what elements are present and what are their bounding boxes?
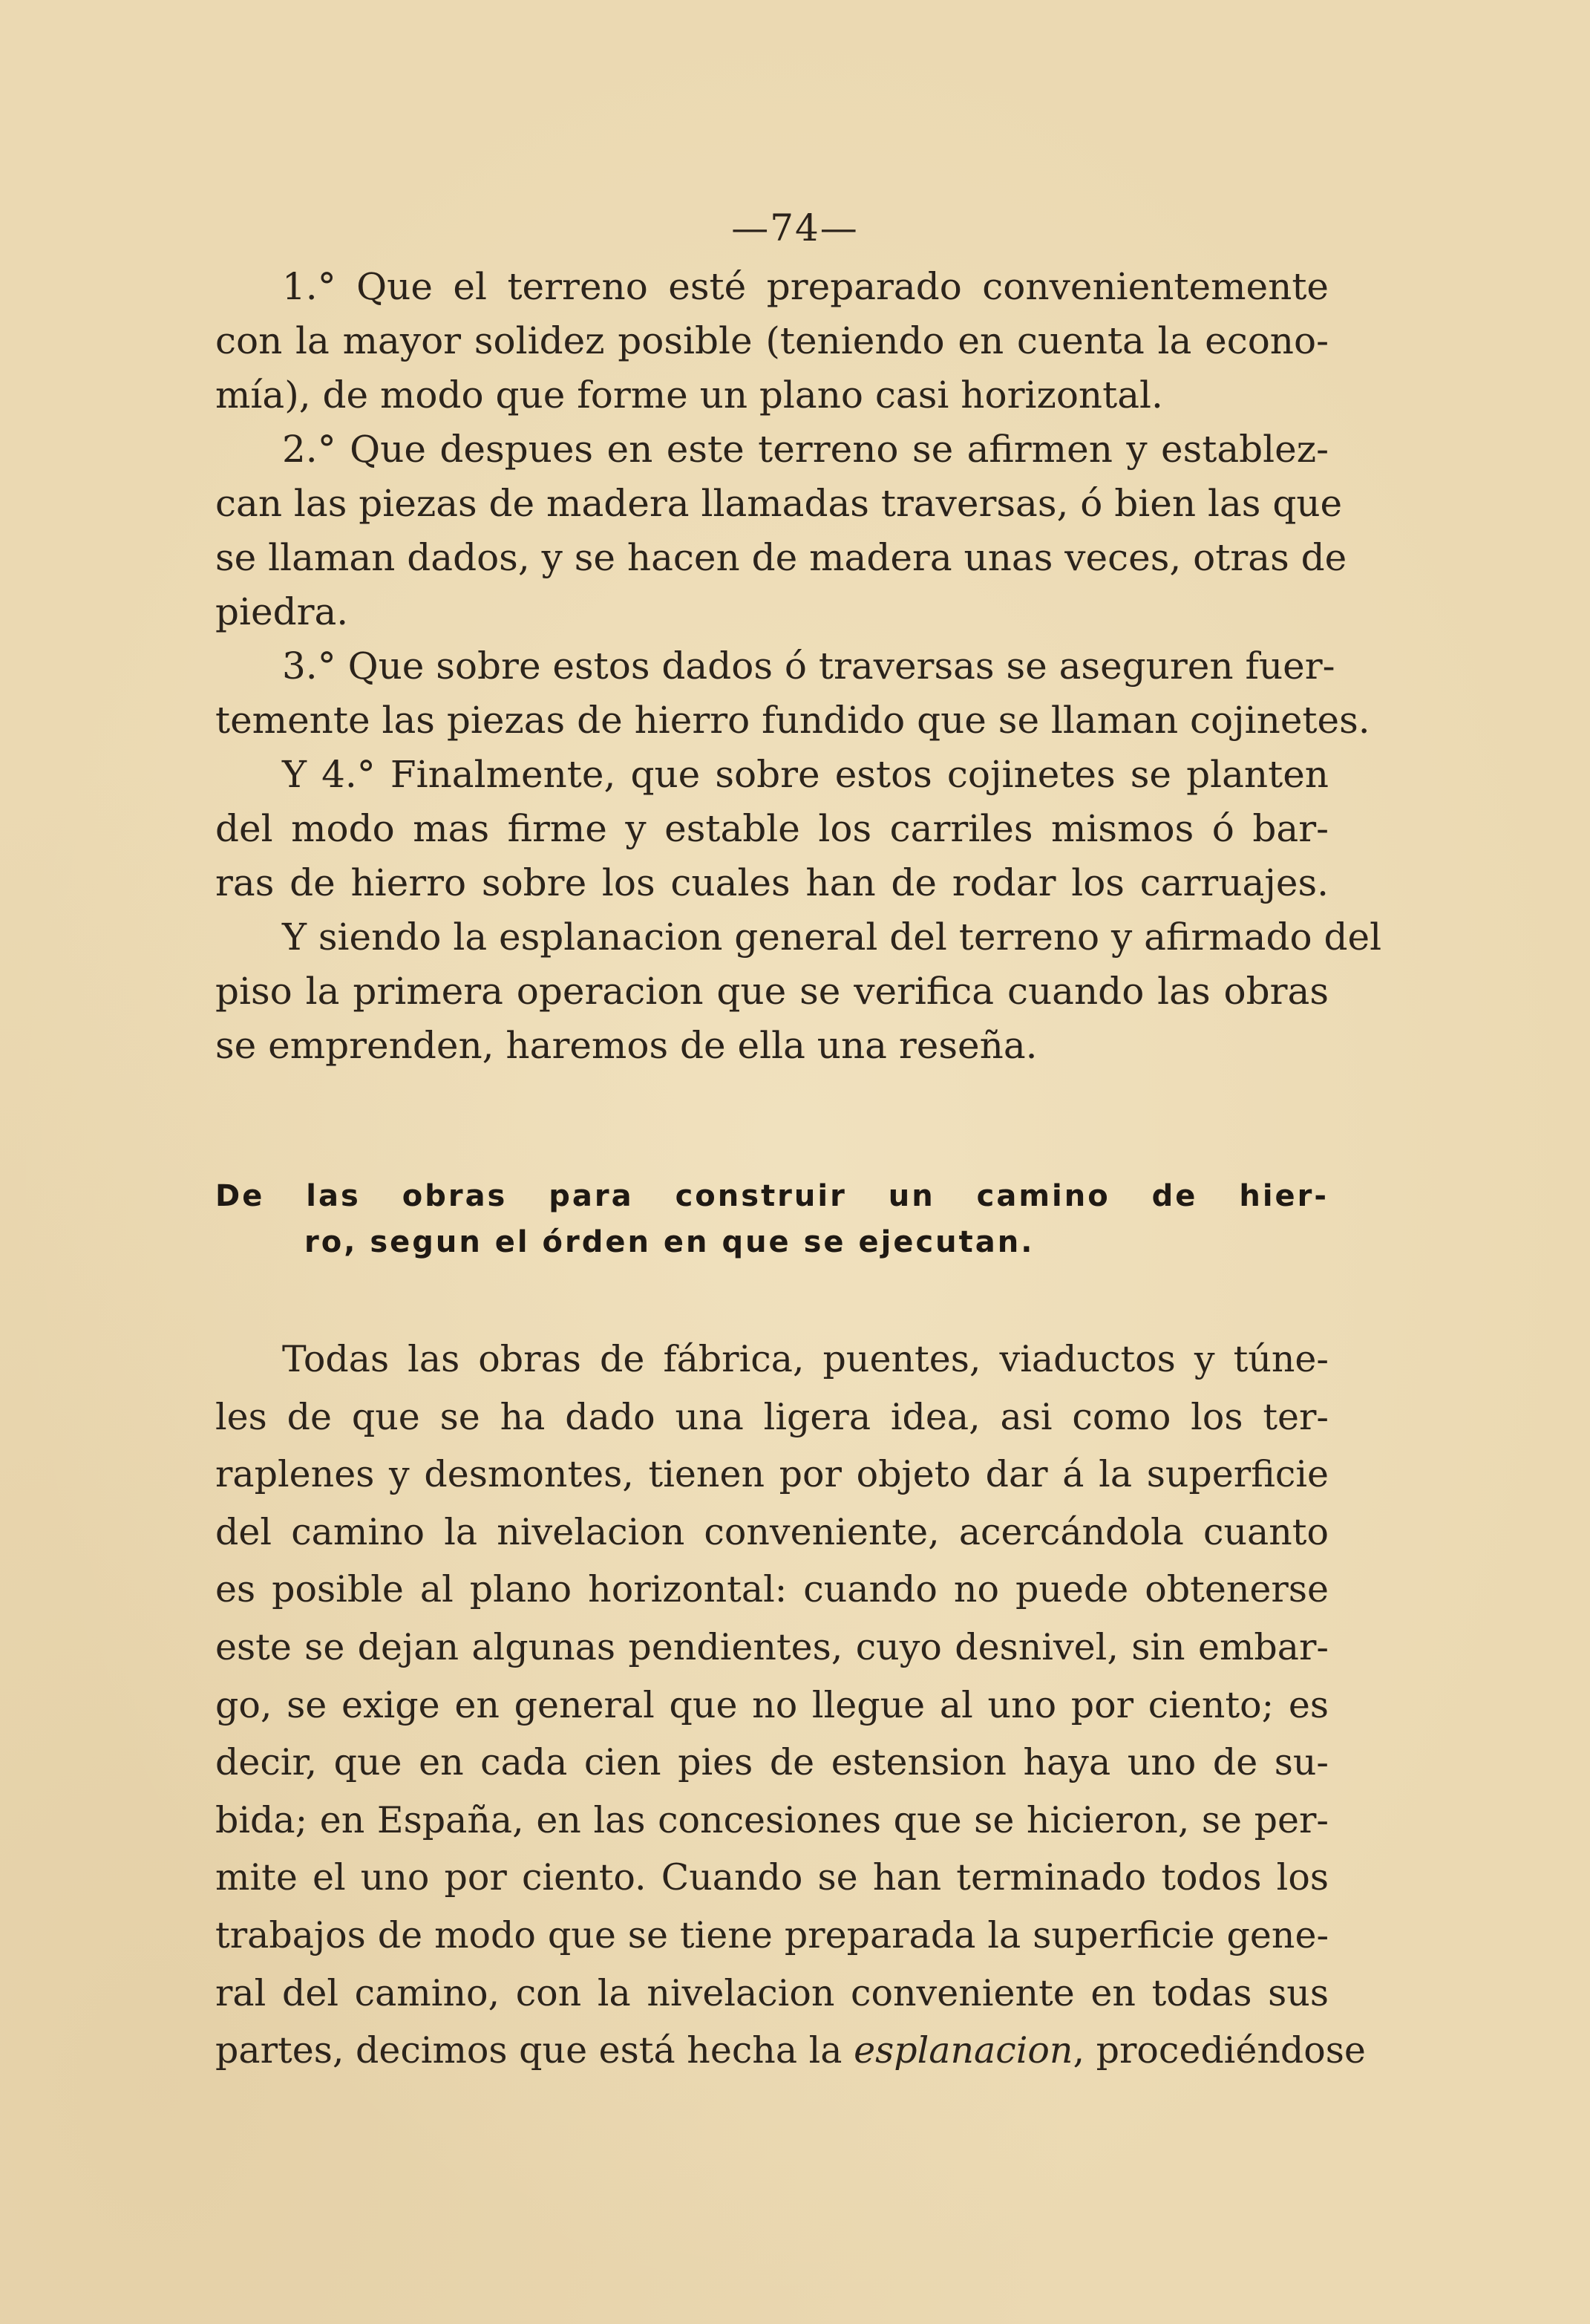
page-number: —74— bbox=[731, 206, 859, 249]
text-line-final bbox=[215, 2022, 1366, 2080]
text-line: can las piezas de madera llamadas traversas, ó bien las que bbox=[215, 482, 1343, 525]
numbered-list-section bbox=[215, 260, 1382, 1073]
text-line: se emprenden, haremos de ella una reseña. bbox=[215, 1024, 1038, 1067]
text-line: Y 4.° Finalmente, que sobre estos cojinetes se planten bbox=[282, 753, 1329, 796]
text-line: 1.° Que el terreno esté preparado convenientemente bbox=[282, 265, 1329, 308]
text-line: del camino la nivelacion conveniente, acercándola cuanto bbox=[215, 1510, 1329, 1553]
text-line: del modo mas firme y estable los carriles mismos ó bar- bbox=[215, 807, 1329, 850]
text-line: se llaman dados, y se hacen de madera unas veces, otras de bbox=[215, 536, 1347, 579]
text-line: piso la primera operacion que se verifica cuando las obras bbox=[215, 970, 1329, 1013]
text-line: go, se exige en general que no llegue al uno por ciento; es bbox=[215, 1683, 1329, 1726]
text-line: 2.° Que despues en este terreno se afirmen y establez- bbox=[282, 428, 1329, 471]
text-segment: partes, decimos que está hecha la bbox=[215, 2029, 854, 2072]
text-line: Y siendo la esplanacion general del terreno y afirmado del bbox=[282, 915, 1382, 959]
text-line: 3.° Que sobre estos dados ó traversas se aseguren fuer- bbox=[282, 644, 1335, 688]
text-line: mite el uno por ciento. Cuando se han terminado todos los bbox=[215, 1856, 1329, 1899]
text-line: ras de hierro sobre los cuales han de rodar los carruajes. bbox=[215, 861, 1329, 904]
text-line: decir, que en cada cien pies de estension haya uno de su- bbox=[215, 1741, 1329, 1784]
text-line: temente las piezas de hierro fundido que se llaman cojinetes. bbox=[215, 699, 1370, 742]
section-heading bbox=[215, 1173, 1329, 1265]
text-line: les de que se ha dado una ligera idea, asi como los ter- bbox=[215, 1395, 1329, 1438]
text-line: ral del camino, con la nivelacion conveniente en todas sus bbox=[215, 1971, 1329, 2014]
heading-line: De las obras para construir un camino de hier- bbox=[215, 1179, 1329, 1213]
text-line: este se dejan algunas pendientes, cuyo desnivel, sin embar- bbox=[215, 1625, 1329, 1668]
heading-line: ro, segun el órden en que se ejecutan. bbox=[304, 1225, 1035, 1259]
text-line: Todas las obras de fábrica, puentes, viaductos y túne- bbox=[282, 1338, 1329, 1380]
text-line: raplenes y desmontes, tienen por objeto dar á la superficie bbox=[215, 1453, 1329, 1496]
text-line: piedra. bbox=[215, 590, 349, 633]
text-line: mía), de modo que forme un plano casi horizontal. bbox=[215, 373, 1163, 417]
text-line: es posible al plano horizontal: cuando no puede obtenerse bbox=[215, 1568, 1329, 1611]
text-line: bida; en España, en las concesiones que se hicieron, se per- bbox=[215, 1798, 1329, 1841]
text-line: trabajos de modo que se tiene preparada la superficie gene- bbox=[215, 1913, 1329, 1956]
text-line: con la mayor solidez posible (teniendo en cuenta la econo- bbox=[215, 319, 1329, 362]
text-segment: , procediéndose bbox=[1073, 2029, 1366, 2072]
italic-term: esplanacion bbox=[854, 2029, 1073, 2072]
body-paragraph bbox=[215, 1331, 1366, 2080]
